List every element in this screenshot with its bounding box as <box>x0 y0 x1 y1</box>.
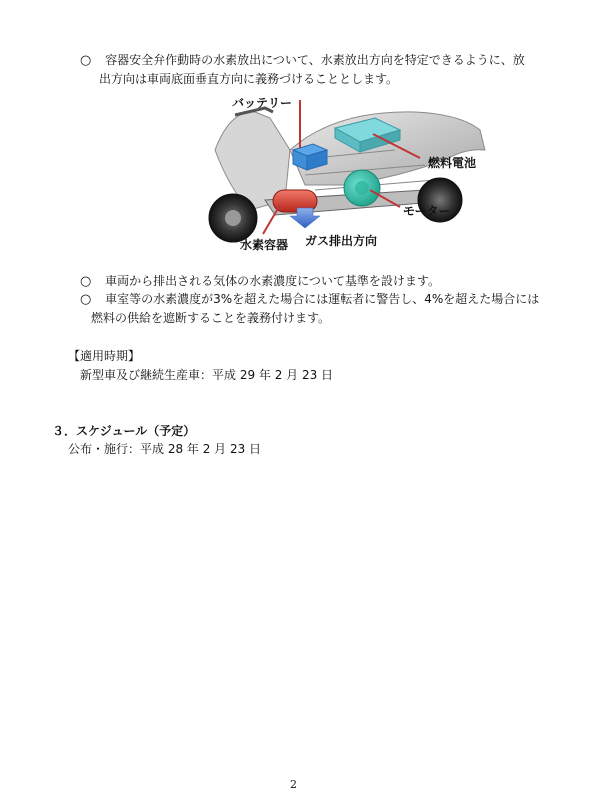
bullet-marker: ○ <box>80 274 92 289</box>
label-fuel-cell: 燃料電池 <box>428 156 477 170</box>
label-motor: モーター <box>403 204 451 218</box>
bullet-item-2-text: 車両から排出される気体の水素濃度について基準を設けます。 <box>105 274 440 288</box>
bullet-item-1 <box>80 52 525 69</box>
bullet-item-2 <box>80 273 440 290</box>
bullet-item-3-line-1: 車室等の水素濃度が3%を超えた場合には運転者に警告し、4%を超えた場合には <box>105 292 540 306</box>
schedule-heading: ３．スケジュール（予定） <box>52 424 196 438</box>
bullet-item-1-line-2: 出方向は車両底面垂直方向に義務づけることとします。 <box>99 72 399 86</box>
bullet-item-1-line-1: 容器安全弁作動時の水素放出について、水素放出方向を特定できるように、放 <box>105 53 525 67</box>
label-hydrogen-tank: 水素容器 <box>240 238 289 252</box>
schedule-text: 公布・施行：平成 28 年 2 月 23 日 <box>68 442 262 456</box>
application-heading: 【適用時期】 <box>68 349 141 363</box>
bullet-marker: ○ <box>80 53 92 68</box>
bullet-item-3-line-2: 燃料の供給を遮断することを義務付けます。 <box>91 311 331 325</box>
page-number: 2 <box>290 778 297 791</box>
label-gas-exhaust: ガス排出方向 <box>305 234 378 248</box>
label-battery: バッテリー <box>232 96 293 110</box>
front-wheel-hub <box>225 210 241 226</box>
application-text: 新型車及び継続生産車：平成 29 年 2 月 23 日 <box>80 368 334 382</box>
bullet-item-3 <box>80 291 539 308</box>
bullet-marker: ○ <box>80 292 92 307</box>
